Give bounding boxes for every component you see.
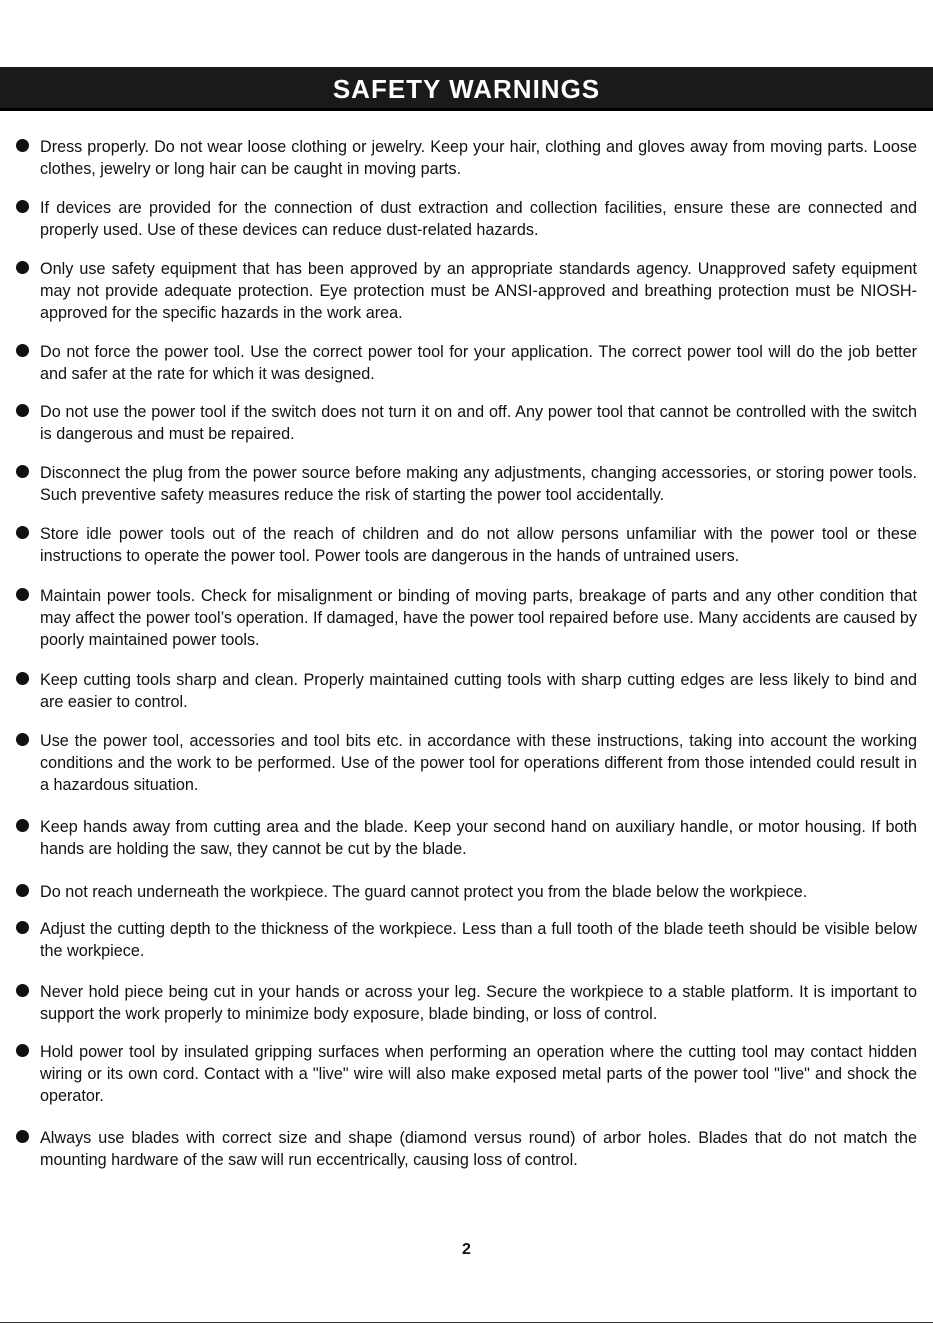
bullet-icon xyxy=(16,984,29,997)
warning-item xyxy=(16,1127,917,1171)
warning-item xyxy=(16,881,917,903)
bullet-icon xyxy=(16,526,29,539)
warning-item xyxy=(16,136,917,180)
warning-text: Do not force the power tool. Use the correct power tool for your application. The correct power tool will do the job better and safer at the rate for which it was designed. xyxy=(40,343,917,383)
warning-item xyxy=(16,981,917,1025)
warning-text: Do not use the power tool if the switch does not turn it on and off. Any power tool that cannot be controlled with the switch is dangerous and must be repaired. xyxy=(40,403,917,443)
warning-item xyxy=(16,730,917,796)
warning-text: Disconnect the plug from the power source before making any adjustments, changing accessories, or storing power tools. Such preventive safety measures reduce the risk of starting the power tool accidentally. xyxy=(40,464,917,504)
bullet-icon xyxy=(16,465,29,478)
warning-item xyxy=(16,197,917,241)
bullet-icon xyxy=(16,261,29,274)
warning-text: If devices are provided for the connection of dust extraction and collection facilities, ensure these are connected and properly used. Use of these devices can reduce dust-related hazards. xyxy=(40,199,917,239)
warning-text: Hold power tool by insulated gripping surfaces when performing an operation where the cutting tool may contact hidden wiring or its own cord. Contact with a "live" wire will also make exposed metal parts of the power tool "live" and shock the operator. xyxy=(40,1043,917,1105)
warning-item xyxy=(16,669,917,713)
bullet-icon xyxy=(16,404,29,417)
page-number: 2 xyxy=(462,1241,471,1258)
warning-item xyxy=(16,258,917,324)
bullet-icon xyxy=(16,672,29,685)
bullet-icon xyxy=(16,819,29,832)
warning-text: Store idle power tools out of the reach of children and do not allow persons unfamiliar with the power tool or these instructions to operate the power tool. Power tools are dangerous in the hands of untrained users. xyxy=(40,525,917,565)
warning-text: Do not reach underneath the workpiece. The guard cannot protect you from the blade below the workpiece. xyxy=(40,883,808,901)
bullet-icon xyxy=(16,733,29,746)
bullet-icon xyxy=(16,1044,29,1057)
warning-item xyxy=(16,341,917,385)
warning-item xyxy=(16,401,917,445)
bullet-icon xyxy=(16,139,29,152)
warning-item xyxy=(16,462,917,506)
warning-item xyxy=(16,523,917,567)
warning-text: Keep cutting tools sharp and clean. Properly maintained cutting tools with sharp cutting edges are less likely to bind and are easier to control. xyxy=(40,671,917,711)
bottom-divider xyxy=(0,1322,933,1323)
warning-item xyxy=(16,1041,917,1107)
warning-text: Use the power tool, accessories and tool bits etc. in accordance with these instructions, taking into account the working conditions and the work to be performed. Use of the power tool for operations different from those intended could result in a hazardous situation. xyxy=(40,732,917,794)
warning-text: Always use blades with correct size and shape (diamond versus round) of arbor holes. Blades that do not match the mounting hardware of the saw will run eccentrically, causing loss of control. xyxy=(40,1129,917,1169)
title-bar xyxy=(0,67,933,111)
warning-item xyxy=(16,585,917,651)
warning-text: Keep hands away from cutting area and the blade. Keep your second hand on auxiliary handle, or motor housing. If both hands are holding the saw, they cannot be cut by the blade. xyxy=(40,818,917,858)
warning-text: Never hold piece being cut in your hands or across your leg. Secure the workpiece to a stable platform. It is important to support the work properly to minimize body exposure, blade binding, or loss of control. xyxy=(40,983,917,1023)
bullet-icon xyxy=(16,200,29,213)
bullet-icon xyxy=(16,884,29,897)
warning-text: Maintain power tools. Check for misalignment or binding of moving parts, breakage of parts and any other condition that may affect the power tool’s operation. If damaged, have the power tool repaired before use. Many accidents are caused by poorly maintained power tools. xyxy=(40,587,917,649)
page-title: SAFETY WARNINGS xyxy=(332,73,601,104)
bullet-icon xyxy=(16,1130,29,1143)
warning-text: Adjust the cutting depth to the thickness of the workpiece. Less than a full tooth of the blade teeth should be visible below the workpiece. xyxy=(40,920,917,960)
warning-text: Dress properly. Do not wear loose clothing or jewelry. Keep your hair, clothing and gloves away from moving parts. Loose clothes, jewelry or long hair can be caught in moving parts. xyxy=(40,138,917,178)
warning-text: Only use safety equipment that has been approved by an appropriate standards agency. Unapproved safety equipment may not provide adequate protection. Eye protection must be ANSI-approved and breathing protection must be NIOSH-approved for the specific hazards in the work area. xyxy=(40,260,917,322)
warning-item xyxy=(16,918,917,962)
warning-item xyxy=(16,816,917,860)
bullet-icon xyxy=(16,921,29,934)
bullet-icon xyxy=(16,588,29,601)
bullet-icon xyxy=(16,344,29,357)
